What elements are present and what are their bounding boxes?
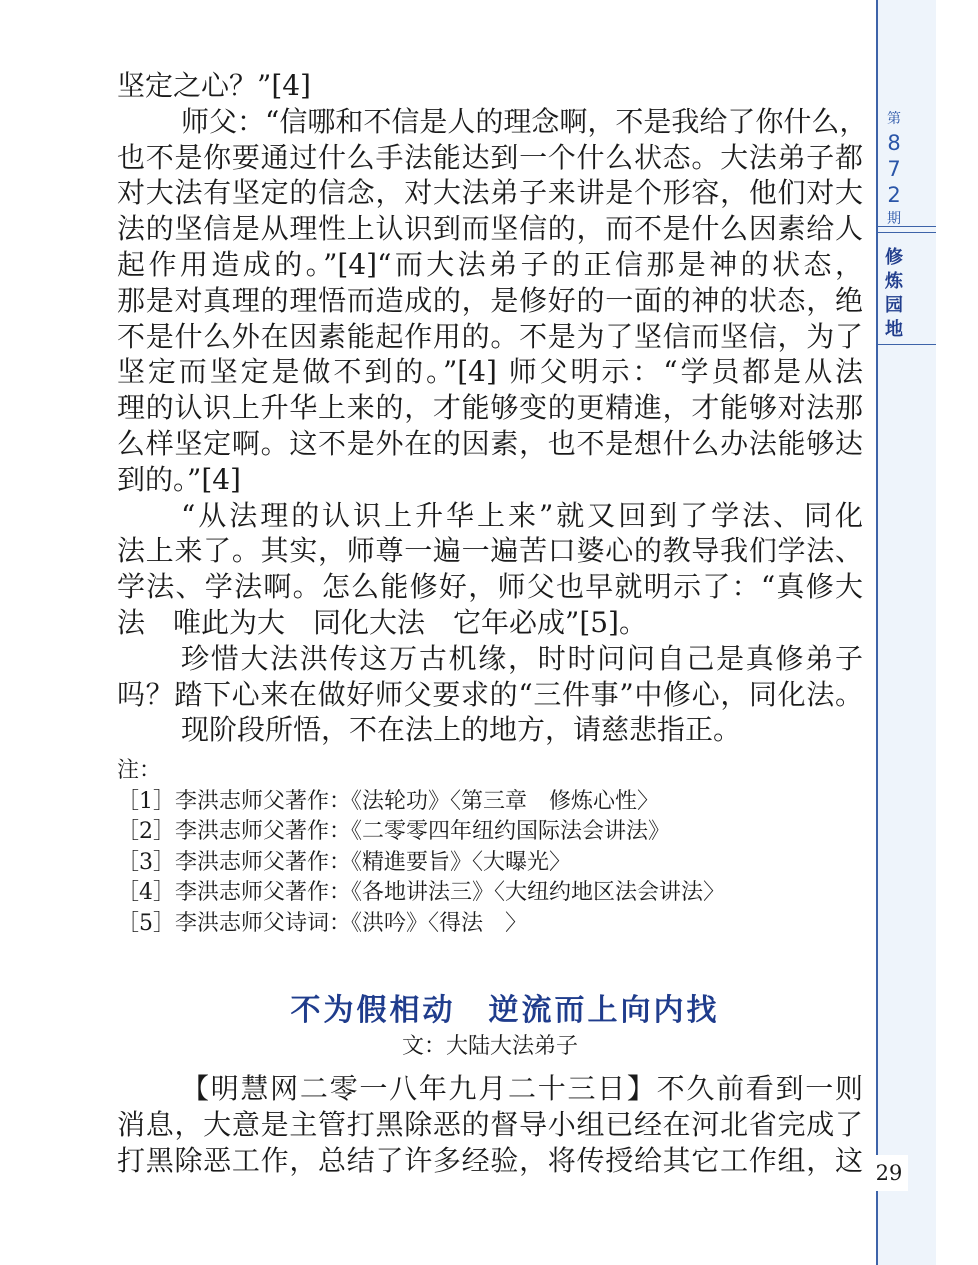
body-line: 吗？踏下心来在做好师父要求的“三件事”中修心，同化法。 bbox=[117, 677, 863, 711]
body-line: 对大法有坚定的信念，对大法弟子来讲是个形容，他们对大 bbox=[117, 176, 863, 210]
section-char: 地 bbox=[885, 319, 903, 340]
body-line: 现阶段所悟，不在法上的地方，请慈悲指正。 bbox=[181, 713, 742, 747]
note-item: ［2］李洪志师父著作：《二零零四年纽约国际法会讲法》 bbox=[117, 819, 670, 845]
body-line: “从法理的认识上升华上来”就又回到了学法、同化 bbox=[181, 498, 863, 532]
issue-digit: 2 bbox=[887, 183, 901, 207]
body-line: 学法、学法啊。怎么能修好，师父也早就明示了：“真修大 bbox=[117, 570, 863, 604]
body-line: 也不是你要通过什么手法能达到一个什么状态。大法弟子都 bbox=[117, 140, 863, 174]
body-line: 不是什么外在因素能起作用的。不是为了坚信而坚信，为了 bbox=[117, 319, 863, 353]
divider bbox=[878, 226, 936, 227]
issue-digit: 7 bbox=[887, 157, 901, 181]
note-item: ［4］李洪志师父著作：《各地讲法三》〈大纽约地区法会讲法〉 bbox=[117, 880, 725, 906]
article-line: 【明慧网二零一八年九月二十三日】不久前看到一则 bbox=[181, 1072, 863, 1106]
note-item: ［5］李洪志师父诗词：《洪吟》〈得法 〉 bbox=[117, 910, 527, 936]
body-line: 理的认识上升华上来的，才能够变的更精進，才能够对法那 bbox=[117, 391, 863, 425]
article-author: 文：大陆大法弟子 bbox=[401, 1034, 578, 1060]
body-line: 法 唯此为大 同化大法 它年必成”[5]。 bbox=[117, 605, 647, 639]
page-body bbox=[117, 68, 868, 1179]
divider bbox=[878, 232, 936, 233]
body-line: 那是对真理的理悟而造成的，是修好的一面的神的状态，绝 bbox=[117, 283, 863, 317]
note-item: ［3］李洪志师父著作：《精進要旨》〈大曝光〉 bbox=[117, 849, 571, 875]
sidebar-rail bbox=[876, 0, 936, 1265]
body-line: 起作用造成的。”[4]“而大法弟子的正信那是神的状态， bbox=[117, 247, 863, 281]
issue-digit: 8 bbox=[887, 131, 901, 155]
body-line: 师父：“信哪和不信是人的理念啊，不是我给了你什么， bbox=[181, 104, 868, 138]
issue-marker bbox=[883, 108, 905, 230]
divider bbox=[878, 344, 936, 345]
section-label bbox=[883, 246, 905, 342]
note-item: ［1］李洪志师父著作：《法轮功》〈第三章 修炼心性〉 bbox=[117, 788, 659, 814]
body-line: 坚定而坚定是做不到的。”[4] 师父明示：“学员都是从法 bbox=[117, 355, 863, 389]
section-char: 炼 bbox=[885, 271, 903, 292]
notes-heading: 注： bbox=[117, 758, 162, 784]
issue-suffix: 期 bbox=[887, 211, 901, 227]
article-line: 消息，大意是主管打黑除恶的督导小组已经在河北省完成了 bbox=[117, 1107, 863, 1141]
section-char: 园 bbox=[885, 295, 903, 316]
notes-section bbox=[117, 756, 863, 939]
body-line: 法的坚信是从理性上认识到而坚信的，而不是什么因素给人 bbox=[117, 212, 863, 246]
body-line: 到的。”[4] bbox=[117, 462, 241, 496]
article-line: 打黑除恶工作，总结了许多经验，将传授给其它工作组，这 bbox=[117, 1143, 863, 1177]
body-line: 坚定之心？”[4] bbox=[117, 69, 311, 102]
article-title: 不为假相动 逆流而上向内找 bbox=[290, 993, 720, 1029]
body-line: 法上来了。其实，师尊一遍一遍苦口婆心的教导我们学法、 bbox=[117, 534, 863, 568]
body-line: 珍惜大法洪传这万古机缘，时时问问自己是真修弟子 bbox=[181, 641, 863, 675]
section-char: 修 bbox=[885, 247, 903, 268]
body-line: 么样坚定啊。这不是外在的因素，也不是想什么办法能够达 bbox=[117, 426, 863, 460]
page-number: 29 bbox=[870, 1155, 908, 1191]
issue-prefix: 第 bbox=[887, 111, 901, 127]
